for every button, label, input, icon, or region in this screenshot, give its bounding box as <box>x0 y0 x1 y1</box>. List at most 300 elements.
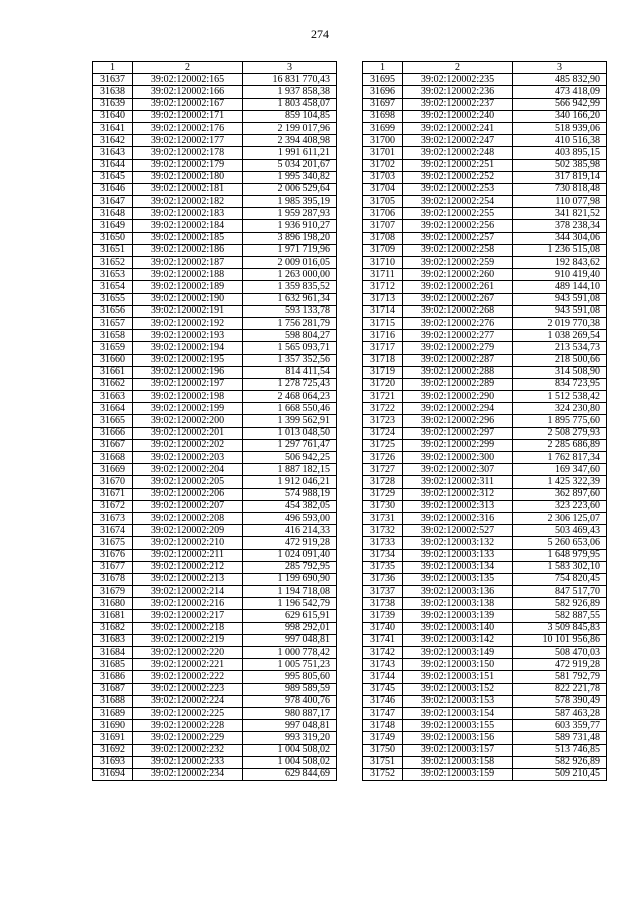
table-row <box>363 293 607 305</box>
table-row <box>93 257 337 269</box>
cadastral-number-cell: 39:02:120002:236 <box>403 86 513 98</box>
value-cell: 1 937 858,38 <box>243 86 337 98</box>
row-number-cell: 31741 <box>363 634 403 646</box>
cadastral-number-cell: 39:02:120002:192 <box>133 317 243 329</box>
value-cell: 1 359 835,52 <box>243 281 337 293</box>
value-cell: 1 425 322,39 <box>513 476 607 488</box>
table-row <box>93 293 337 305</box>
row-number-cell: 31671 <box>93 488 133 500</box>
row-number-cell: 31683 <box>93 634 133 646</box>
value-cell: 1 583 302,10 <box>513 561 607 573</box>
cadastral-number-cell: 39:02:120002:166 <box>133 86 243 98</box>
value-cell: 598 804,27 <box>243 330 337 342</box>
cadastral-number-cell: 39:02:120002:247 <box>403 135 513 147</box>
cadastral-number-cell: 39:02:120002:217 <box>133 610 243 622</box>
value-cell: 2 306 125,07 <box>513 512 607 524</box>
row-number-cell: 31670 <box>93 476 133 488</box>
value-cell: 578 390,49 <box>513 695 607 707</box>
table-row <box>93 488 337 500</box>
table-row <box>363 573 607 585</box>
row-number-cell: 31638 <box>93 86 133 98</box>
row-number-cell: 31750 <box>363 744 403 756</box>
row-number-cell: 31684 <box>93 647 133 659</box>
table-row <box>93 244 337 256</box>
row-number-cell: 31742 <box>363 647 403 659</box>
cadastral-number-cell: 39:02:120002:316 <box>403 512 513 524</box>
table-row <box>93 732 337 744</box>
table-row <box>93 269 337 281</box>
value-cell: 341 821,52 <box>513 208 607 220</box>
cadastral-number-cell: 39:02:120002:225 <box>133 707 243 719</box>
table-row <box>363 512 607 524</box>
cadastral-number-cell: 39:02:120003:151 <box>403 671 513 683</box>
row-number-cell: 31661 <box>93 366 133 378</box>
table-row <box>93 183 337 195</box>
table-row <box>363 744 607 756</box>
row-number-cell: 31748 <box>363 720 403 732</box>
value-cell: 1 263 000,00 <box>243 269 337 281</box>
value-cell: 285 792,95 <box>243 561 337 573</box>
row-number-cell: 31695 <box>363 74 403 86</box>
table-header-row <box>363 62 607 74</box>
value-cell: 323 223,60 <box>513 500 607 512</box>
value-cell: 1 236 515,08 <box>513 244 607 256</box>
table-row <box>363 403 607 415</box>
cadastral-number-cell: 39:02:120002:214 <box>133 586 243 598</box>
table-row <box>93 610 337 622</box>
table-row <box>93 671 337 683</box>
row-number-cell: 31694 <box>93 768 133 780</box>
cadastral-number-cell: 39:02:120002:240 <box>403 110 513 122</box>
cadastral-number-cell: 39:02:120003:155 <box>403 720 513 732</box>
row-number-cell: 31719 <box>363 366 403 378</box>
value-cell: 574 988,19 <box>243 488 337 500</box>
value-cell: 834 723,95 <box>513 378 607 390</box>
table-row <box>363 647 607 659</box>
row-number-cell: 31733 <box>363 537 403 549</box>
value-cell: 1 199 690,90 <box>243 573 337 585</box>
cadastral-number-cell: 39:02:120002:200 <box>133 415 243 427</box>
row-number-cell: 31752 <box>363 768 403 780</box>
value-cell: 169 347,60 <box>513 464 607 476</box>
value-cell: 1 762 817,34 <box>513 452 607 464</box>
cadastral-number-cell: 39:02:120002:189 <box>133 281 243 293</box>
table-row <box>363 232 607 244</box>
cadastral-number-cell: 39:02:120002:299 <box>403 439 513 451</box>
cadastral-number-cell: 39:02:120003:132 <box>403 537 513 549</box>
cadastral-number-cell: 39:02:120002:221 <box>133 659 243 671</box>
value-cell: 1 194 718,08 <box>243 586 337 598</box>
value-cell: 1 959 287,93 <box>243 208 337 220</box>
row-number-cell: 31713 <box>363 293 403 305</box>
table-row <box>93 415 337 427</box>
table-row <box>363 707 607 719</box>
table-row <box>93 561 337 573</box>
row-number-cell: 31721 <box>363 391 403 403</box>
table-row <box>93 683 337 695</box>
value-cell: 1 912 046,21 <box>243 476 337 488</box>
row-number-cell: 31668 <box>93 452 133 464</box>
cadastral-number-cell: 39:02:120002:313 <box>403 500 513 512</box>
value-cell: 1 278 725,43 <box>243 378 337 390</box>
column-header: 1 <box>93 62 133 74</box>
row-number-cell: 31639 <box>93 98 133 110</box>
cadastral-number-cell: 39:02:120002:223 <box>133 683 243 695</box>
value-cell: 2 468 064,23 <box>243 391 337 403</box>
table-row <box>93 598 337 610</box>
cadastral-number-cell: 39:02:120003:138 <box>403 598 513 610</box>
cadastral-number-cell: 39:02:120002:193 <box>133 330 243 342</box>
row-number-cell: 31689 <box>93 707 133 719</box>
value-cell: 218 500,66 <box>513 354 607 366</box>
value-cell: 508 470,03 <box>513 647 607 659</box>
cadastral-number-cell: 39:02:120002:254 <box>403 196 513 208</box>
table-row <box>93 720 337 732</box>
table-row <box>93 147 337 159</box>
cadastral-number-cell: 39:02:120003:150 <box>403 659 513 671</box>
value-cell: 1 004 508,02 <box>243 744 337 756</box>
table-row <box>93 305 337 317</box>
cadastral-number-cell: 39:02:120002:229 <box>133 732 243 744</box>
value-cell: 489 144,10 <box>513 281 607 293</box>
value-cell: 997 048,81 <box>243 720 337 732</box>
row-number-cell: 31649 <box>93 220 133 232</box>
cadastral-number-cell: 39:02:120002:204 <box>133 464 243 476</box>
row-number-cell: 31697 <box>363 98 403 110</box>
value-cell: 110 077,98 <box>513 196 607 208</box>
row-number-cell: 31747 <box>363 707 403 719</box>
cadastral-number-cell: 39:02:120002:207 <box>133 500 243 512</box>
value-cell: 10 101 956,86 <box>513 634 607 646</box>
row-number-cell: 31693 <box>93 756 133 768</box>
table-row <box>363 598 607 610</box>
value-cell: 192 843,62 <box>513 257 607 269</box>
cadastral-number-cell: 39:02:120002:177 <box>133 135 243 147</box>
value-cell: 340 166,20 <box>513 110 607 122</box>
cadastral-number-cell: 39:02:120003:159 <box>403 768 513 780</box>
table-row <box>363 159 607 171</box>
value-cell: 314 508,90 <box>513 366 607 378</box>
table-row <box>363 305 607 317</box>
cadastral-number-cell: 39:02:120002:188 <box>133 269 243 281</box>
row-number-cell: 31744 <box>363 671 403 683</box>
cadastral-number-cell: 39:02:120002:182 <box>133 196 243 208</box>
value-cell: 472 919,28 <box>243 537 337 549</box>
row-number-cell: 31706 <box>363 208 403 220</box>
value-cell: 587 463,28 <box>513 707 607 719</box>
cadastral-number-cell: 39:02:120002:255 <box>403 208 513 220</box>
table-row <box>363 378 607 390</box>
table-row <box>93 573 337 585</box>
row-number-cell: 31699 <box>363 122 403 134</box>
value-cell: 582 887,55 <box>513 610 607 622</box>
registry-table-right <box>362 61 607 781</box>
cadastral-number-cell: 39:02:120002:186 <box>133 244 243 256</box>
row-number-cell: 31720 <box>363 378 403 390</box>
cadastral-number-cell: 39:02:120002:167 <box>133 98 243 110</box>
row-number-cell: 31708 <box>363 232 403 244</box>
table-row <box>93 342 337 354</box>
cadastral-number-cell: 39:02:120002:277 <box>403 330 513 342</box>
cadastral-number-cell: 39:02:120002:259 <box>403 257 513 269</box>
value-cell: 566 942,99 <box>513 98 607 110</box>
value-cell: 1 648 979,95 <box>513 549 607 561</box>
table-row <box>93 768 337 780</box>
cadastral-number-cell: 39:02:120002:235 <box>403 74 513 86</box>
cadastral-number-cell: 39:02:120002:267 <box>403 293 513 305</box>
column-header: 3 <box>513 62 607 74</box>
cadastral-number-cell: 39:02:120002:300 <box>403 452 513 464</box>
value-cell: 1 565 093,71 <box>243 342 337 354</box>
cadastral-number-cell: 39:02:120002:290 <box>403 391 513 403</box>
cadastral-number-cell: 39:02:120002:185 <box>133 232 243 244</box>
value-cell: 518 939,06 <box>513 122 607 134</box>
row-number-cell: 31686 <box>93 671 133 683</box>
row-number-cell: 31682 <box>93 622 133 634</box>
value-cell: 754 820,45 <box>513 573 607 585</box>
table-row <box>363 196 607 208</box>
row-number-cell: 31709 <box>363 244 403 256</box>
table-row <box>93 135 337 147</box>
table-row <box>363 464 607 476</box>
table-row <box>93 634 337 646</box>
cadastral-number-cell: 39:02:120002:176 <box>133 122 243 134</box>
row-number-cell: 31734 <box>363 549 403 561</box>
table-row <box>363 695 607 707</box>
table-row <box>93 110 337 122</box>
column-header: 2 <box>133 62 243 74</box>
cadastral-number-cell: 39:02:120002:248 <box>403 147 513 159</box>
table-row <box>93 586 337 598</box>
table-row <box>93 659 337 671</box>
row-number-cell: 31657 <box>93 317 133 329</box>
table-row <box>363 244 607 256</box>
table-row <box>363 354 607 366</box>
cadastral-number-cell: 39:02:120002:202 <box>133 439 243 451</box>
cadastral-number-cell: 39:02:120002:165 <box>133 74 243 86</box>
cadastral-number-cell: 39:02:120002:210 <box>133 537 243 549</box>
row-number-cell: 31667 <box>93 439 133 451</box>
value-cell: 822 221,78 <box>513 683 607 695</box>
value-cell: 2 508 279,93 <box>513 427 607 439</box>
table-row <box>363 135 607 147</box>
table-row <box>363 74 607 86</box>
value-cell: 603 359,77 <box>513 720 607 732</box>
row-number-cell: 31648 <box>93 208 133 220</box>
value-cell: 485 832,90 <box>513 74 607 86</box>
row-number-cell: 31707 <box>363 220 403 232</box>
row-number-cell: 31751 <box>363 756 403 768</box>
row-number-cell: 31666 <box>93 427 133 439</box>
row-number-cell: 31732 <box>363 525 403 537</box>
value-cell: 847 517,70 <box>513 586 607 598</box>
cadastral-number-cell: 39:02:120002:256 <box>403 220 513 232</box>
row-number-cell: 31739 <box>363 610 403 622</box>
table-row <box>363 768 607 780</box>
cadastral-number-cell: 39:02:120002:201 <box>133 427 243 439</box>
row-number-cell: 31660 <box>93 354 133 366</box>
table-row <box>93 391 337 403</box>
cadastral-number-cell: 39:02:120002:199 <box>133 403 243 415</box>
cadastral-number-cell: 39:02:120002:241 <box>403 122 513 134</box>
row-number-cell: 31710 <box>363 257 403 269</box>
cadastral-number-cell: 39:02:120002:187 <box>133 257 243 269</box>
row-number-cell: 31640 <box>93 110 133 122</box>
value-cell: 1 803 458,07 <box>243 98 337 110</box>
value-cell: 1 971 719,96 <box>243 244 337 256</box>
table-row <box>93 354 337 366</box>
value-cell: 1 668 550,46 <box>243 403 337 415</box>
cadastral-number-cell: 39:02:120002:178 <box>133 147 243 159</box>
cadastral-number-cell: 39:02:120002:222 <box>133 671 243 683</box>
value-cell: 473 418,09 <box>513 86 607 98</box>
cadastral-number-cell: 39:02:120002:296 <box>403 415 513 427</box>
row-number-cell: 31675 <box>93 537 133 549</box>
table-row <box>363 549 607 561</box>
row-number-cell: 31730 <box>363 500 403 512</box>
row-number-cell: 31647 <box>93 196 133 208</box>
value-cell: 1 357 352,56 <box>243 354 337 366</box>
cadastral-number-cell: 39:02:120002:194 <box>133 342 243 354</box>
table-row <box>93 464 337 476</box>
cadastral-number-cell: 39:02:120003:135 <box>403 573 513 585</box>
value-cell: 910 419,40 <box>513 269 607 281</box>
table-row <box>363 269 607 281</box>
table-row <box>363 86 607 98</box>
row-number-cell: 31688 <box>93 695 133 707</box>
row-number-cell: 31664 <box>93 403 133 415</box>
table-row <box>93 452 337 464</box>
table-row <box>93 500 337 512</box>
table-row <box>363 110 607 122</box>
row-number-cell: 31651 <box>93 244 133 256</box>
cadastral-number-cell: 39:02:120002:261 <box>403 281 513 293</box>
cadastral-number-cell: 39:02:120002:209 <box>133 525 243 537</box>
table-row <box>363 122 607 134</box>
row-number-cell: 31691 <box>93 732 133 744</box>
row-number-cell: 31646 <box>93 183 133 195</box>
value-cell: 344 304,06 <box>513 232 607 244</box>
cadastral-number-cell: 39:02:120003:149 <box>403 647 513 659</box>
value-cell: 1 895 775,60 <box>513 415 607 427</box>
value-cell: 502 385,98 <box>513 159 607 171</box>
value-cell: 2 006 529,64 <box>243 183 337 195</box>
table-row <box>93 317 337 329</box>
row-number-cell: 31690 <box>93 720 133 732</box>
table-row <box>363 586 607 598</box>
cadastral-number-cell: 39:02:120003:153 <box>403 695 513 707</box>
row-number-cell: 31658 <box>93 330 133 342</box>
cadastral-number-cell: 39:02:120003:133 <box>403 549 513 561</box>
row-number-cell: 31702 <box>363 159 403 171</box>
cadastral-number-cell: 39:02:120002:171 <box>133 110 243 122</box>
row-number-cell: 31692 <box>93 744 133 756</box>
table-row <box>93 281 337 293</box>
table-row <box>363 317 607 329</box>
table-row <box>93 86 337 98</box>
value-cell: 1 756 281,79 <box>243 317 337 329</box>
value-cell: 1 005 751,23 <box>243 659 337 671</box>
table-row <box>93 537 337 549</box>
cadastral-number-cell: 39:02:120003:158 <box>403 756 513 768</box>
cadastral-number-cell: 39:02:120002:260 <box>403 269 513 281</box>
table-row <box>363 671 607 683</box>
row-number-cell: 31656 <box>93 305 133 317</box>
value-cell: 362 897,60 <box>513 488 607 500</box>
table-row <box>363 427 607 439</box>
value-cell: 943 591,08 <box>513 305 607 317</box>
page-number: 274 <box>311 27 329 41</box>
cadastral-number-cell: 39:02:120002:289 <box>403 378 513 390</box>
value-cell: 978 400,76 <box>243 695 337 707</box>
value-cell: 16 831 770,43 <box>243 74 337 86</box>
table-row <box>363 281 607 293</box>
value-cell: 410 516,38 <box>513 135 607 147</box>
cadastral-number-cell: 39:02:120002:179 <box>133 159 243 171</box>
value-cell: 593 133,78 <box>243 305 337 317</box>
cadastral-number-cell: 39:02:120002:297 <box>403 427 513 439</box>
cadastral-number-cell: 39:02:120002:183 <box>133 208 243 220</box>
cadastral-number-cell: 39:02:120002:311 <box>403 476 513 488</box>
table-row <box>93 744 337 756</box>
row-number-cell: 31642 <box>93 135 133 147</box>
row-number-cell: 31724 <box>363 427 403 439</box>
cadastral-number-cell: 39:02:120002:257 <box>403 232 513 244</box>
row-number-cell: 31718 <box>363 354 403 366</box>
row-number-cell: 31641 <box>93 122 133 134</box>
cadastral-number-cell: 39:02:120002:251 <box>403 159 513 171</box>
cadastral-number-cell: 39:02:120003:154 <box>403 707 513 719</box>
value-cell: 943 591,08 <box>513 293 607 305</box>
table-row <box>363 525 607 537</box>
table-row <box>363 622 607 634</box>
cadastral-number-cell: 39:02:120002:211 <box>133 549 243 561</box>
value-cell: 2 285 686,89 <box>513 439 607 451</box>
row-number-cell: 31737 <box>363 586 403 598</box>
table-row <box>363 500 607 512</box>
cadastral-number-cell: 39:02:120002:208 <box>133 512 243 524</box>
value-cell: 1 196 542,79 <box>243 598 337 610</box>
row-number-cell: 31653 <box>93 269 133 281</box>
value-cell: 513 746,85 <box>513 744 607 756</box>
row-number-cell: 31687 <box>93 683 133 695</box>
table-row <box>93 647 337 659</box>
row-number-cell: 31681 <box>93 610 133 622</box>
value-cell: 1 936 910,27 <box>243 220 337 232</box>
table-row <box>363 452 607 464</box>
cadastral-number-cell: 39:02:120003:152 <box>403 683 513 695</box>
value-cell: 5 034 201,67 <box>243 159 337 171</box>
value-cell: 416 214,33 <box>243 525 337 537</box>
registry-table-left <box>92 61 337 781</box>
cadastral-number-cell: 39:02:120002:288 <box>403 366 513 378</box>
value-cell: 2 019 770,38 <box>513 317 607 329</box>
cadastral-number-cell: 39:02:120002:212 <box>133 561 243 573</box>
row-number-cell: 31735 <box>363 561 403 573</box>
table-row <box>363 257 607 269</box>
value-cell: 496 593,00 <box>243 512 337 524</box>
table-row <box>363 488 607 500</box>
table-row <box>93 378 337 390</box>
table-row <box>93 403 337 415</box>
value-cell: 3 509 845,83 <box>513 622 607 634</box>
row-number-cell: 31700 <box>363 135 403 147</box>
table-row <box>363 220 607 232</box>
value-cell: 629 615,91 <box>243 610 337 622</box>
value-cell: 3 896 198,20 <box>243 232 337 244</box>
value-cell: 2 394 408,98 <box>243 135 337 147</box>
table-row <box>363 147 607 159</box>
